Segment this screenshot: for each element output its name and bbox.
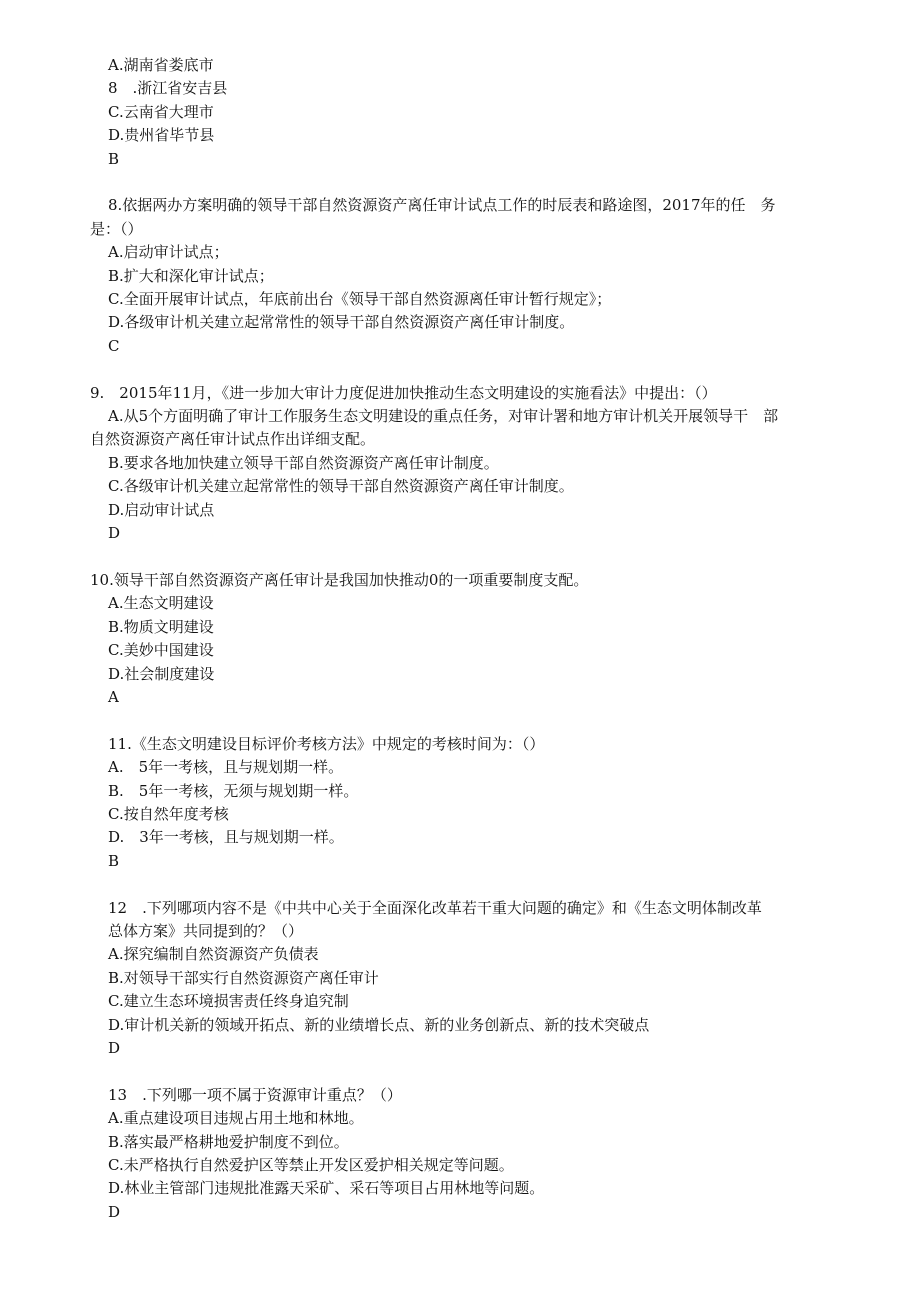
- option-b: B.对领导干部实行自然资源资产离任审计: [108, 968, 379, 987]
- option-c: C.全面开展审计试点，年底前出台《领导干部自然资源离任审计暂行规定》；: [108, 290, 612, 309]
- question-block-9: [90, 382, 870, 546]
- option-a: A. 5年一考核，且与规划期一样。: [108, 758, 344, 777]
- option-a-continued: 自然资源资产离任审计试点作出详细支配。: [90, 430, 376, 449]
- question-block-11: [90, 733, 870, 873]
- option-a: A.从5个方面明确了审计工作服务生态文明建设的重点任务，对审计署和地方审计机关开展领导干 部: [108, 407, 779, 426]
- option-c: C.云南省大理市: [108, 102, 214, 121]
- question-block-8: [90, 194, 870, 358]
- option-d: D.社会制度建设: [108, 664, 215, 683]
- question-stem: 11.《生态文明建设目标评价考核方法》中规定的考核时间为：（）: [108, 734, 545, 753]
- question-block-12: [90, 897, 870, 1061]
- option-a: A.重点建设项目违规占用土地和林地。: [108, 1109, 364, 1128]
- option-c: C.建立生态环境损害责任终身追究制: [108, 992, 349, 1011]
- option-b: 8 .浙江省安吉县: [108, 79, 228, 98]
- question-block-10: [90, 569, 870, 709]
- answer: D: [108, 1038, 121, 1057]
- option-d: D.各级审计机关建立起常常性的领导干部自然资源资产离任审计制度。: [108, 313, 575, 332]
- option-c: C.各级审计机关建立起常常性的领导干部自然资源资产离任审计制度。: [108, 477, 574, 496]
- answer: B: [108, 149, 120, 168]
- option-c: C.未严格执行自然爱护区等禁止开发区爱护相关规定等问题。: [108, 1156, 514, 1174]
- question-block-13: [90, 1084, 870, 1224]
- question-stem-continued: 总体方案》共同提到的？（）: [108, 921, 304, 940]
- option-c: C.美妙中国建设: [108, 641, 214, 660]
- question-block-7: [90, 54, 870, 171]
- option-b: B.落实最严格耕地爱护制度不到位。: [108, 1132, 349, 1151]
- question-stem: 8.依据两办方案明确的领导干部自然资源资产离任审计试点工作的时辰表和路途图，2017年的任 务: [108, 196, 776, 215]
- question-stem: 9. 2015年11月，《进一步加大审计力度促进加快推动生态文明建设的实施看法》中提出：（）: [90, 383, 717, 402]
- option-d: D.贵州省毕节县: [108, 126, 215, 145]
- answer: D: [108, 1202, 121, 1221]
- option-b: B.要求各地加快建立领导干部自然资源资产离任审计制度。: [108, 453, 499, 472]
- question-stem: 12 .下列哪项内容不是《中共中心关于全面深化改革若干重大问题的确定》和《生态文明体制改革: [108, 898, 762, 917]
- answer: D: [108, 524, 121, 543]
- answer: A: [108, 687, 119, 706]
- option-d: D. 3年一考核，且与规划期一样。: [108, 828, 344, 847]
- option-b: B. 5年一考核，无须与规划期一样。: [108, 781, 359, 800]
- answer: B: [108, 851, 120, 870]
- option-a: A.启动审计试点；: [108, 243, 229, 262]
- option-c: C.按自然年度考核: [108, 804, 229, 823]
- option-a: A.生态文明建设: [108, 594, 214, 613]
- option-d: D.启动审计试点: [108, 500, 215, 519]
- question-stem-continued: 是：（）: [90, 219, 143, 238]
- answer: C: [108, 336, 120, 355]
- option-d: D.审计机关新的领域开拓点、新的业绩增长点、新的业务创新点、新的技术突破点: [108, 1015, 650, 1034]
- option-b: B.扩大和深化审计试点；: [108, 266, 274, 285]
- option-d: D.林业主管部门违规批准露天采矿、采石等项目占用林地等问题。: [108, 1179, 545, 1198]
- question-stem: 13 .下列哪一项不属于资源审计重点？（）: [108, 1085, 402, 1104]
- option-a: A.湖南省娄底市: [108, 56, 214, 74]
- question-stem: 10.领导干部自然资源资产离任审计是我国加快推动0的一项重要制度支配。: [90, 570, 589, 589]
- option-b: B.物质文明建设: [108, 617, 214, 636]
- option-a: A.探究编制自然资源资产负债表: [108, 945, 319, 964]
